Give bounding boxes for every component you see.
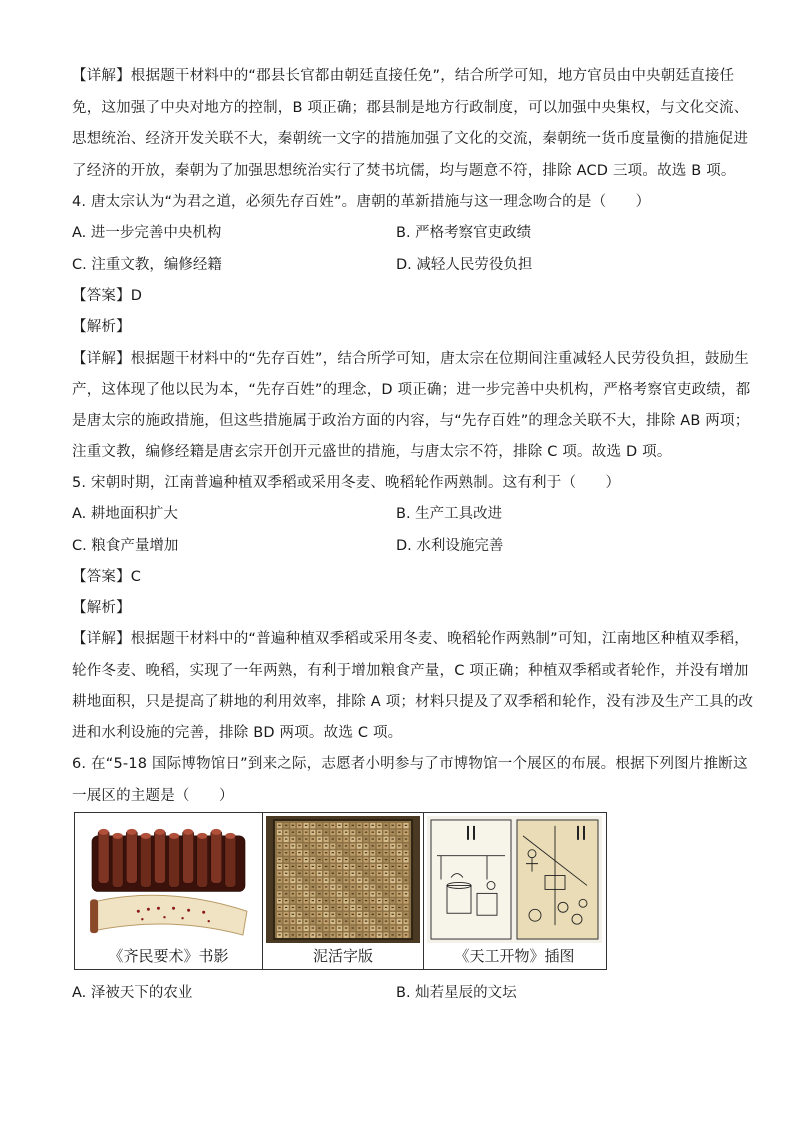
q3-detail-line-1: 【详解】根据题干材料中的“郡县长官都由朝廷直接任免”，结合所学可知，地方官员由中央朝廷直接任 [72,68,735,84]
q4-analysis-heading: 【解析】 [72,319,131,335]
q3-detail-line-3: 思想统治、经济开发关联不大，秦朝统一文字的措施加强了文化的交流，秦朝统一货币度量衡的措施促进 [72,131,749,147]
q6-option-a: A. 泽被天下的农业 [72,985,193,1001]
q4-answer: 【答案】D [72,288,143,304]
bamboo-slips-scroll-image [78,816,259,943]
q4-option-b: B. 严格考察官吏政绩 [396,225,532,241]
q5-option-c: C. 粮食产量增加 [72,538,179,554]
q6-stem-line-2: 一展区的主题是（ ） [72,788,234,804]
figure-panel-tiangong-kaiwu [424,813,605,969]
q4-detail-line-2: 产，这体现了他以民为本，“先存百姓”的理念，D 项正确；进一步完善中央机构，严格考察官吏政绩，都 [72,382,751,398]
figure-panel-clay-type [263,813,424,969]
q3-detail-line-4: 了经济的开放，秦朝为了加强思想统治实行了焚书坑儒，均与题意不符，排除 ACD 三项。故选 B 项。 [72,163,736,179]
q6-option-b: B. 灿若星辰的文坛 [396,985,517,1001]
q4-stem: 4. 唐太宗认为“为君之道，必须先存百姓”。唐朝的革新措施与这一理念吻合的是（ ） [72,194,651,210]
clay-movable-type-plate-image [266,816,420,943]
q3-detail-line-2: 免，这加强了中央对地方的控制，B 项正确；郡县制是地方行政制度，可以加强中央集权，与文化交流、 [72,100,749,116]
woodblock-illustration-image [427,816,602,943]
q4-option-d: D. 减轻人民劳役负担 [396,257,533,273]
q5-stem: 5. 宋朝时期，江南普遍种植双季稻或采用冬麦、晚稻轮作两熟制。这有利于（ ） [72,475,621,491]
q5-detail-line-3: 耕地面积，只是提高了耕地的利用效率，排除 A 项；材料只提及了双季稻和轮作，没有涉及生产工具的改 [72,694,754,710]
q5-detail-line-4: 进和水利设施的完善，排除 BD 两项。故选 C 项。 [72,725,403,741]
q4-detail-line-4: 注重文教，编修经籍是唐玄宗开创开元盛世的措施，与唐太宗不符，排除 C 项。故选 D 项。 [72,444,672,460]
q6-stem-line-1: 6. 在“5-18 国际博物馆日”到来之际，志愿者小明参与了市博物馆一个展区的布展。根据下列图片推断这 [72,756,748,772]
q5-option-d: D. 水利设施完善 [396,538,504,554]
q5-analysis-heading: 【解析】 [72,600,131,616]
figure-panel-qimin-yaoshu [75,813,263,969]
q5-option-a: A. 耕地面积扩大 [72,506,178,522]
q4-detail-line-3: 是唐太宗的施政措施，但这些措施属于政治方面的内容，与“先存百姓”的理念关联不大，排除 AB 两项； [72,413,750,429]
q5-detail-line-1: 【详解】根据题干材料中的“普遍种植双季稻或采用冬麦、晚稻轮作两熟制”可知，江南地区种植双季稻， [72,631,749,647]
q5-answer: 【答案】C [72,569,142,585]
figure-caption-3: 《天工开物》插图 [454,947,575,965]
figure-caption-2: 泥活字版 [312,947,373,965]
q5-option-b: B. 生产工具改进 [396,506,503,522]
q6-figure [74,812,607,970]
q4-detail-line-1: 【详解】根据题干材料中的“先存百姓”，结合所学可知，唐太宗在位期间注重减轻人民劳役负担，鼓励生 [72,351,749,367]
figure-caption-1: 《齐民要术》书影 [108,947,229,965]
q4-option-c: C. 注重文教，编修经籍 [72,257,222,273]
q4-option-a: A. 进一步完善中央机构 [72,225,222,241]
q5-detail-line-2: 轮作冬麦、晚稻，实现了一年两熟，有利于增加粮食产量，C 项正确；种植双季稻或者轮作，并没有增加 [72,663,749,679]
